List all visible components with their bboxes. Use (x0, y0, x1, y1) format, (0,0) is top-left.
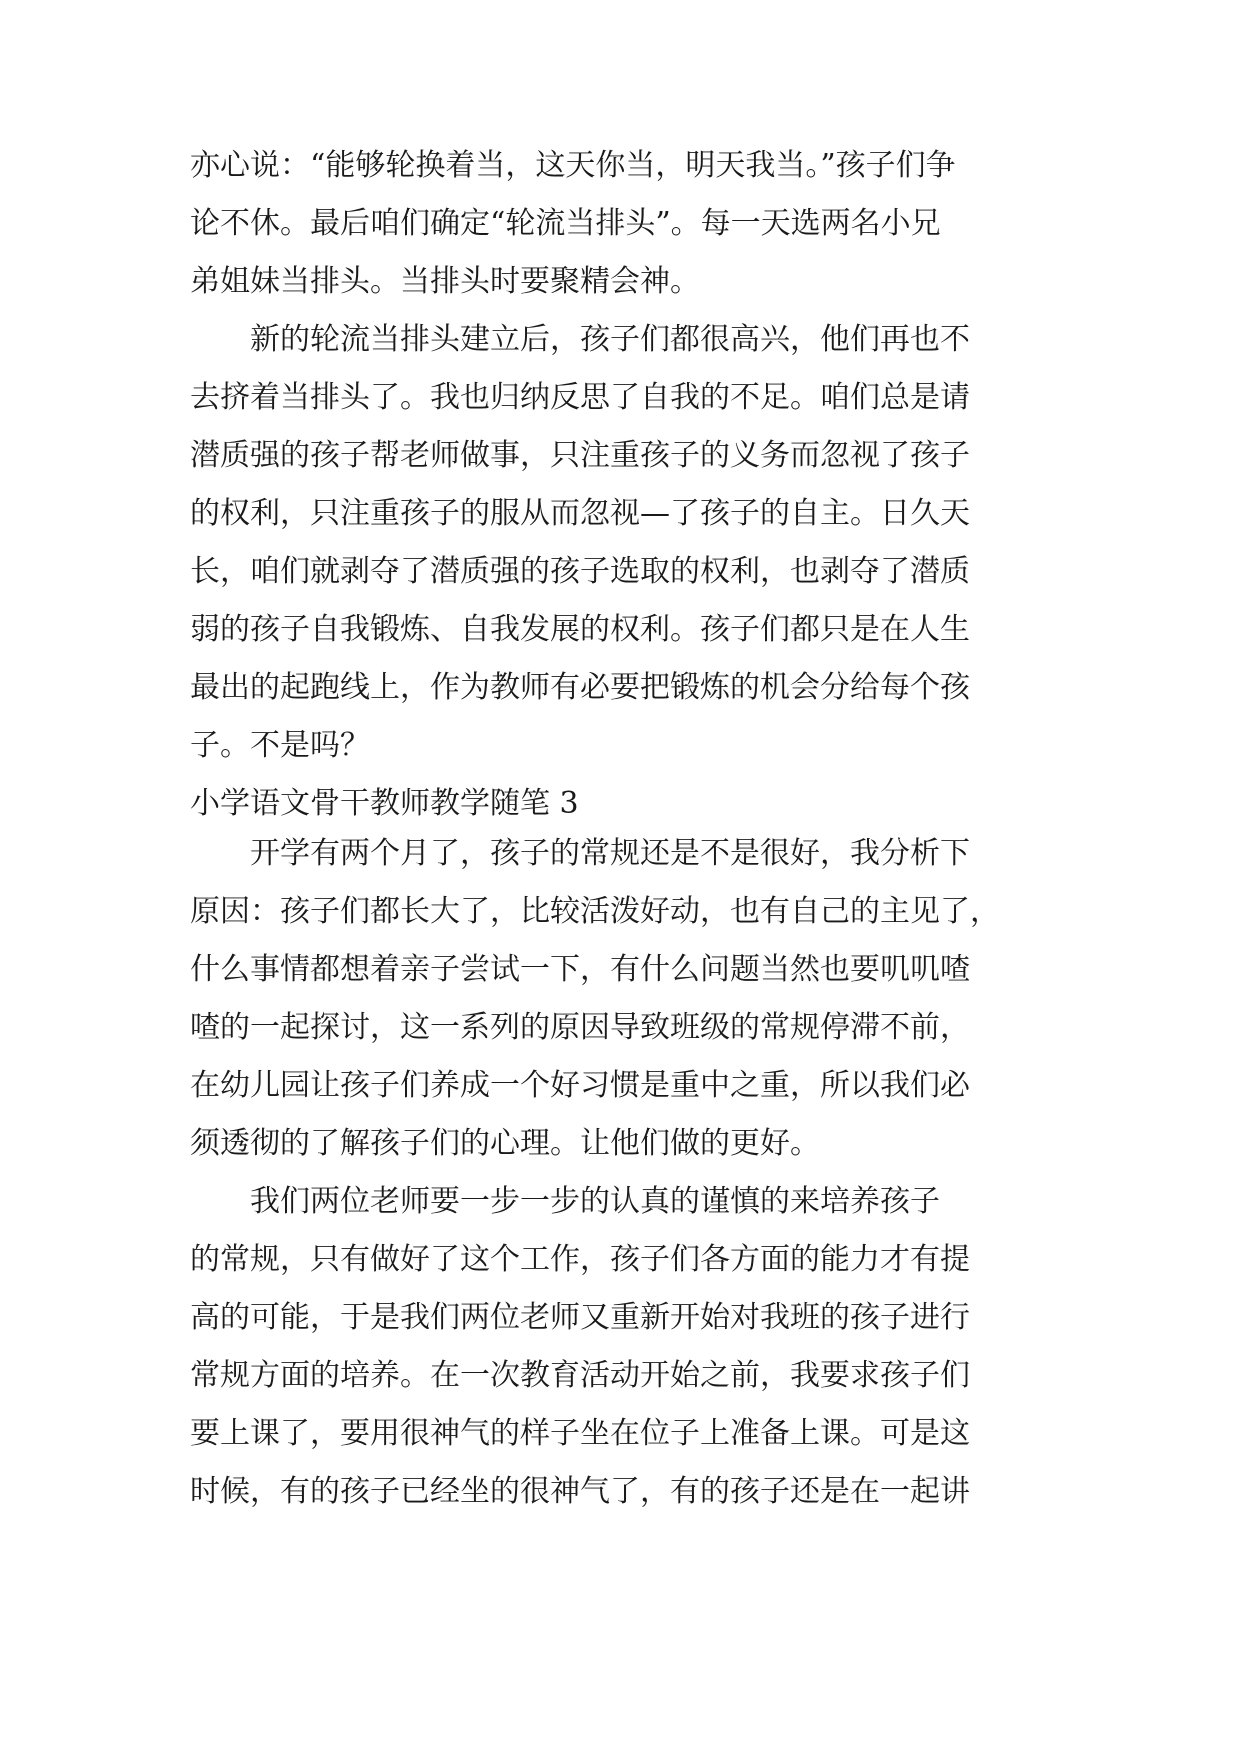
text-line: 要上课了，要用很神气的样子坐在位子上准备上课。可是这 (190, 1416, 970, 1451)
text-line: 时候，有的孩子已经坐的很神气了，有的孩子还是在一起讲 (190, 1474, 970, 1509)
text-line: 在幼儿园让孩子们养成一个好习惯是重中之重，所以我们必 (190, 1068, 970, 1103)
text-line: 喳的一起探讨，这一系列的原因导致班级的常规停滞不前， (190, 1010, 970, 1045)
text-line: 须透彻的了解孩子们的心理。让他们做的更好。 (190, 1126, 820, 1161)
text-line: 的常规，只有做好了这个工作，孩子们各方面的能力才有提 (190, 1242, 970, 1277)
section-heading: 小学语文骨干教师教学随笔 3 (190, 786, 579, 821)
text-line: 去挤着当排头了。我也归纳反思了自我的不足。咱们总是请 (190, 380, 970, 415)
text-line: 长，咱们就剥夺了潜质强的孩子选取的权利，也剥夺了潜质 (190, 554, 970, 589)
text-line: 最出的起跑线上，作为教师有必要把锻炼的机会分给每个孩 (190, 670, 970, 705)
text-line: 弱的孩子自我锻炼、自我发展的权利。孩子们都只是在人生 (190, 612, 970, 647)
text-line: 潜质强的孩子帮老师做事，只注重孩子的义务而忽视了孩子 (190, 438, 970, 473)
text-line: 原因：孩子们都长大了，比较活泼好动，也有自己的主见了， (190, 894, 1000, 929)
text-line: 开学有两个月了，孩子的常规还是不是很好，我分析下 (190, 836, 970, 871)
text-line: 亦心说：“能够轮换着当，这天你当，明天我当。”孩子们争 (190, 148, 956, 183)
text-line: 高的可能，于是我们两位老师又重新开始对我班的孩子进行 (190, 1300, 970, 1335)
text-line: 我们两位老师要一步一步的认真的谨慎的来培养孩子 (190, 1184, 940, 1219)
text-line: 新的轮流当排头建立后，孩子们都很高兴，他们再也不 (190, 322, 970, 357)
text-line: 的权利，只注重孩子的服从而忽视—了孩子的自主。日久天 (190, 496, 970, 531)
text-line: 子。不是吗？ (190, 728, 370, 763)
text-line: 弟姐妹当排头。当排头时要聚精会神。 (190, 264, 700, 299)
text-line: 常规方面的培养。在一次教育活动开始之前，我要求孩子们 (190, 1358, 970, 1393)
text-line: 什么事情都想着亲子尝试一下，有什么问题当然也要叽叽喳 (190, 952, 970, 987)
text-line: 论不休。最后咱们确定“轮流当排头”。每一天选两名小兄 (190, 206, 941, 241)
